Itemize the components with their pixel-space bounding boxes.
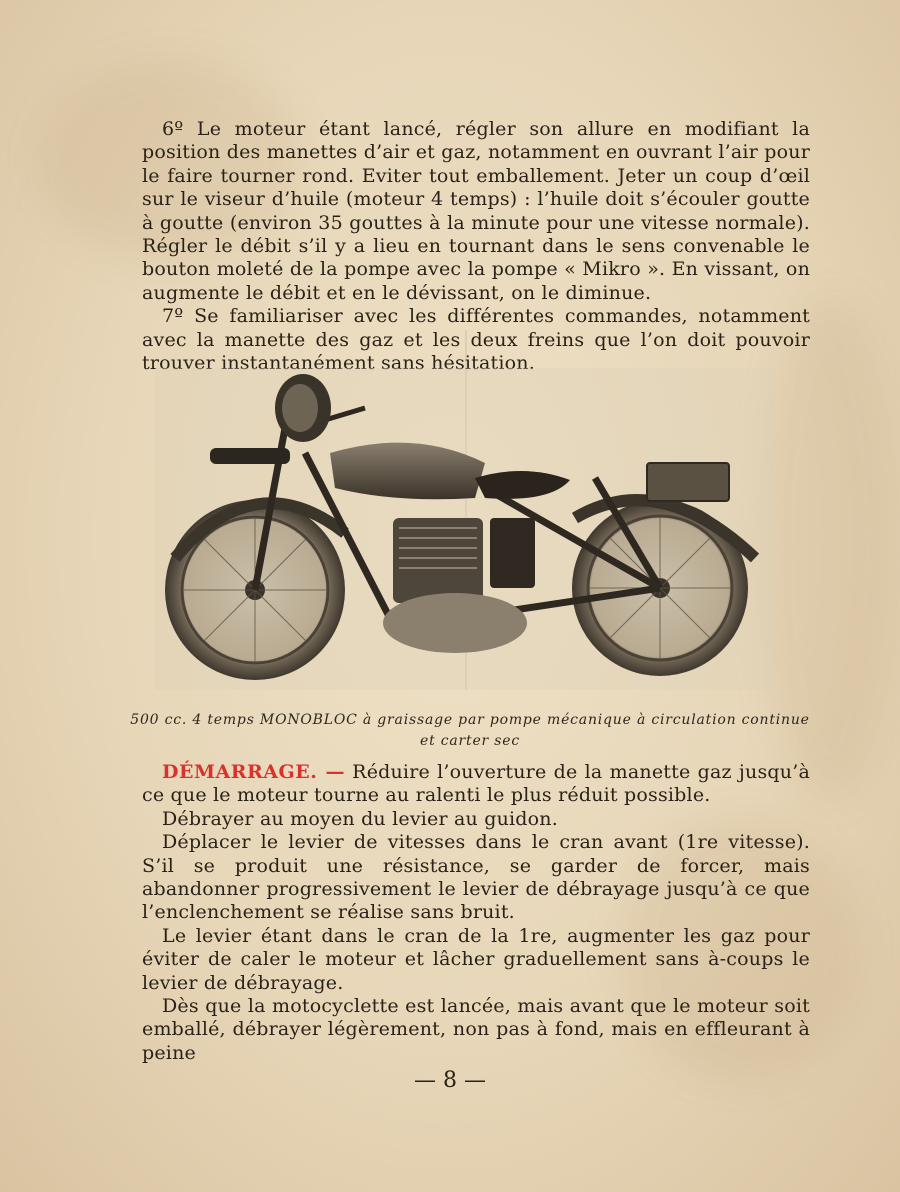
demarrage-paragraph: Dès que la motocyclette est lancée, mais avant que le moteur soit emballé, débrayer légèrement, non pas à fond, mais en effleurant à peine	[142, 995, 810, 1064]
paragraph-7: 7º Se familiariser avec les différentes commandes, notamment avec la manette des gaz et les deux freins que l’on doit pouvoir trouver instantanément sans hésitation.	[142, 305, 810, 375]
demarrage-intro	[142, 761, 810, 808]
demarrage-paragraph: Le levier étant dans le cran de la 1re, augmenter les gaz pour éviter de caler le moteur et lâcher graduellement sans à-coups le levier de débrayage.	[142, 924, 810, 994]
photo-caption-line-2: et carter sec	[419, 733, 520, 749]
engine	[383, 518, 535, 653]
instructions-section	[142, 118, 810, 375]
demarrage-section	[142, 761, 810, 1065]
demarrage-heading: DÉMARRAGE. —	[162, 761, 345, 783]
toolbox	[647, 463, 729, 501]
demarrage-intro-text: Réduire l’ouverture de la manette gaz jusqu’à ce que le moteur tourne au ralenti le plus réduit possible.	[142, 761, 810, 807]
headlight-lens	[282, 384, 318, 432]
page-number: — 8 —	[414, 1068, 486, 1093]
front-mudguard-top	[210, 448, 290, 464]
demarrage-paragraph: Déplacer le levier de vitesses dans le cran avant (1re vitesse). S’il se produit une résistance, se garder de forcer, mais abandonner progressivement le levier de débrayage jusqu’à ce que l’enclenchement se réalise sans bruit.	[142, 831, 810, 924]
paragraph-6: 6º Le moteur étant lancé, régler son allure en modifiant la position des manettes d’air et gaz, notamment en ouvrant l’air pour le faire tourner rond. Eviter tout emballement. Jeter un coup d’œil sur le viseur d’huile (moteur 4 temps) : l’huile doit s’écouler goutte à goutte (environ 35 gouttes à la minute pour une vitesse normale). Régler le débit s’il y a lieu en tournant dans le sens convenable le bouton moleté de la pompe avec la pompe « Mikro ». En vissant, on augmente le débit et en le dévissant, on le diminue.	[142, 118, 810, 304]
motorcycle-photo	[155, 368, 775, 690]
demarrage-paragraph: Débrayer au moyen du levier au guidon.	[162, 807, 558, 830]
photo-caption-line-1: 500 cc. 4 temps MONOBLOC à graissage par pompe mécanique à circulation continue	[130, 712, 810, 728]
